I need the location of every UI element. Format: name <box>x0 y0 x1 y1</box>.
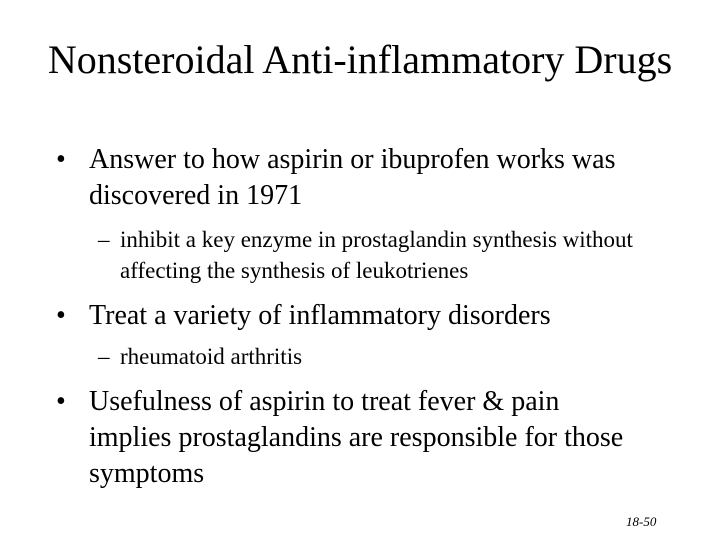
bullet-marker: • <box>56 144 66 175</box>
bullet-item <box>56 298 656 334</box>
bullet-marker: • <box>56 386 66 417</box>
bullet-text: Treat a variety of inflammatory disorders <box>89 300 551 331</box>
slide-number: 18-50 <box>626 514 657 529</box>
sub-bullet-text: inhibit a key enzyme in prostaglandin synthesis without affecting the synthesis of leukotrienes <box>120 227 633 283</box>
bullet-marker: • <box>56 300 66 331</box>
sub-bullet-marker: – <box>98 344 110 369</box>
sub-bullet-item <box>98 224 678 286</box>
bullet-item <box>56 384 646 492</box>
bullet-item <box>56 142 656 214</box>
bullet-text: Usefulness of aspirin to treat fever & pain implies prostaglandins are responsible for those symptoms <box>89 386 624 489</box>
sub-bullet-item <box>98 341 678 372</box>
bullet-text: Answer to how aspirin or ibuprofen works was discovered in 1971 <box>89 144 616 211</box>
sub-bullet-marker: – <box>98 227 110 252</box>
sub-bullet-text: rheumatoid arthritis <box>120 344 303 369</box>
slide-title: Nonsteroidal Anti-inflammatory Drugs <box>47 37 673 82</box>
